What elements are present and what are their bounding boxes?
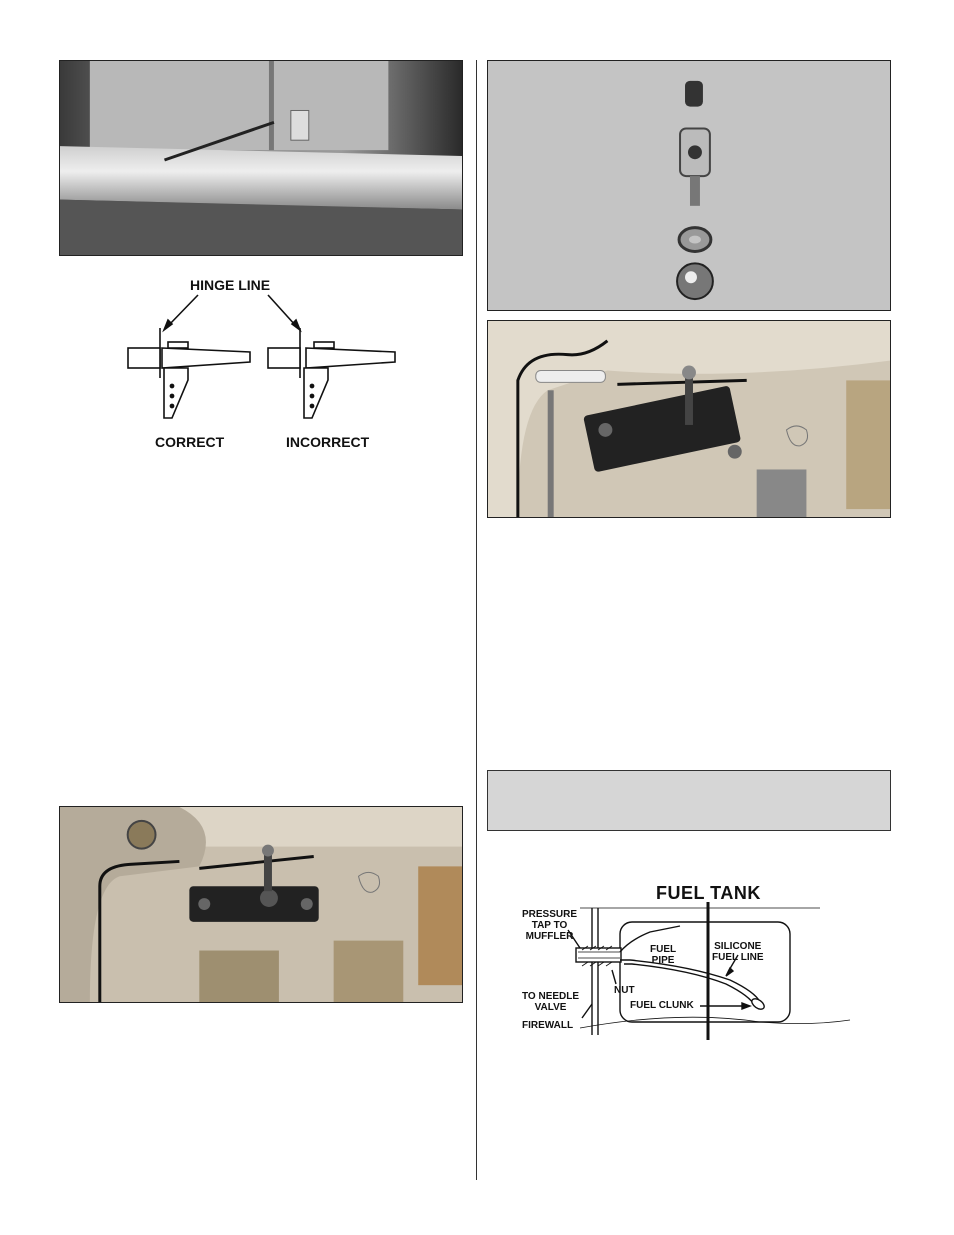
photo-servo-ball-link (487, 320, 891, 518)
silicone-fuel-line-label: SILICONE FUEL LINE (712, 941, 764, 963)
firewall-label: FIREWALL (522, 1020, 574, 1031)
hinge-line-title: HINGE LINE (190, 277, 271, 293)
hinge-correct-label: CORRECT (155, 434, 225, 450)
photo-ball-link-hardware (487, 60, 891, 311)
fuel-pipe-label: FUEL PIPE (650, 944, 677, 966)
fuel-tank-title: FUEL TANK (656, 883, 761, 903)
to-needle-valve-label: TO NEEDLE VALVE (522, 991, 580, 1013)
note-box (487, 770, 891, 831)
hinge-diagram-drawing (120, 290, 410, 430)
hinge-incorrect-label: INCORRECT (286, 434, 370, 450)
nut-label: NUT (614, 985, 635, 996)
photo-servo-fuselage (59, 806, 463, 1003)
fuel-clunk-label: FUEL CLUNK (630, 1000, 694, 1011)
photo-tail-hinge (59, 60, 463, 256)
column-divider (476, 60, 477, 1180)
pressure-tap-label: PRESSURE TAP TO MUFFLER (522, 909, 578, 942)
